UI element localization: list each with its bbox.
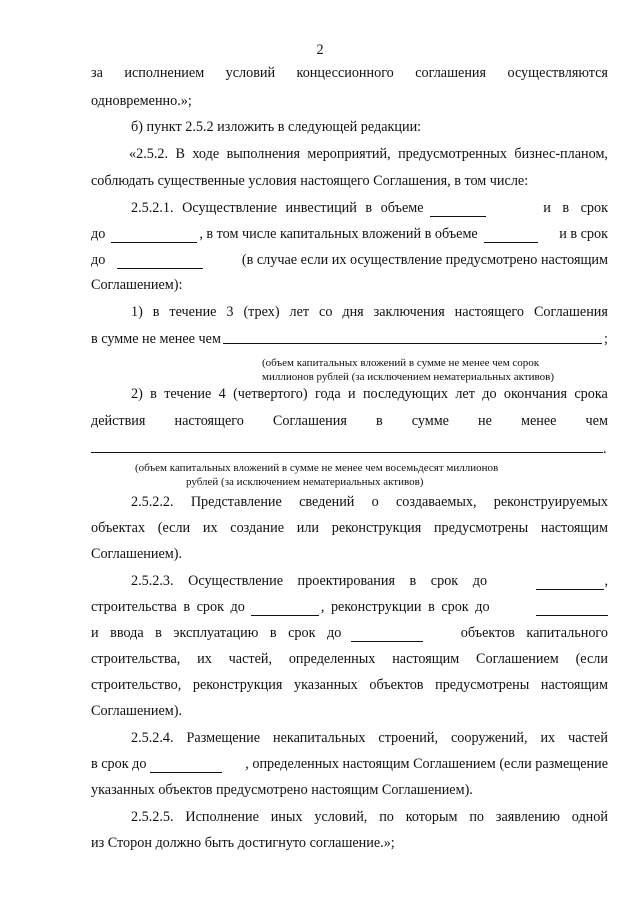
word: ходе (192, 146, 220, 162)
word: Размещение (186, 730, 261, 746)
word: дня (342, 304, 364, 320)
word: осуществляются (507, 65, 608, 81)
word: настоящего (174, 413, 244, 429)
blank-field (117, 256, 203, 269)
word: реконструируемых (493, 494, 608, 510)
word: Соглашения (272, 413, 347, 429)
text-line-25 (91, 755, 608, 773)
word: последующих (362, 386, 448, 402)
text-line-26: указанных объектов предусмотрено настоящим Соглашением). (91, 782, 473, 798)
word: течение (164, 386, 212, 402)
text-line-2: одновременно.»; (91, 93, 192, 109)
word: чем (585, 413, 608, 429)
text-line-17: Соглашением). (91, 546, 182, 562)
word: их (540, 730, 556, 746)
text-segment: (в случае если их осуществление предусмотрено настоящим (241, 252, 608, 268)
blank-field (536, 603, 608, 616)
blank-field (251, 603, 319, 616)
text-segment: объектов капитального (460, 625, 608, 641)
word: и (348, 386, 356, 402)
word: не (478, 413, 492, 429)
word: по (469, 809, 485, 825)
text-line-14: . (603, 441, 607, 457)
text-line-23: Соглашением). (91, 703, 182, 719)
text-line-20 (91, 624, 608, 642)
word: 2.5.2.5. (131, 809, 174, 825)
word: реконструкция (331, 520, 422, 536)
word: лет (455, 386, 475, 402)
word: предусмотрены (435, 677, 530, 693)
text-line-5: соблюдать существенные условия настоящего Соглашения, в том числе: (91, 173, 529, 189)
word: за (91, 65, 103, 81)
text-line-27 (131, 808, 608, 826)
word: строений, (378, 730, 439, 746)
word: 4 (218, 386, 226, 402)
word: В (175, 146, 185, 162)
word: Представление (190, 494, 282, 510)
blank-field (484, 230, 538, 243)
blank-field (111, 230, 197, 243)
word: предусмотренных (398, 146, 507, 162)
text-segment: , в том числе капитальных вложений в объеме (199, 226, 478, 242)
word: со (319, 304, 333, 320)
word: менее (521, 413, 557, 429)
text-line-1 (91, 64, 608, 82)
text-segment: и в срок (559, 226, 608, 242)
text-segment: до (91, 226, 106, 242)
word: сумме (411, 413, 449, 429)
word: определенных (288, 651, 376, 667)
word: или (296, 520, 319, 536)
blank-field (351, 629, 423, 642)
text-line-10 (131, 303, 608, 321)
word: в (375, 413, 383, 429)
word: Соглашением (476, 651, 559, 667)
word: условий (225, 65, 276, 81)
word: лет (289, 304, 310, 320)
word: заявлению (495, 809, 560, 825)
text-line-28: из Сторон должно быть достигнуто соглашение.»; (91, 835, 395, 851)
word: настоящим (392, 651, 460, 667)
word: исполнением (124, 65, 205, 81)
text-segment: , (604, 573, 608, 589)
word: настоящим (540, 677, 608, 693)
word: 1) (131, 304, 143, 320)
word: создаваемых, (396, 494, 477, 510)
text-line-19 (91, 598, 608, 616)
word: заключения (373, 304, 445, 320)
word: 2) (131, 386, 143, 402)
page-number: 2 (316, 42, 324, 58)
word: Соглашения (533, 304, 608, 320)
word: года (314, 386, 341, 402)
blank-field (150, 760, 222, 773)
blank-field (223, 343, 602, 344)
word: создание (230, 520, 285, 536)
text-segment: 2.5.2.1. Осуществление инвестиций в объеме (131, 200, 424, 216)
word: одной (571, 809, 608, 825)
footnote-2-line-2: рублей (за исключением нематериальных активов) (186, 476, 424, 488)
text-line-24 (131, 729, 608, 747)
text-line-15 (131, 493, 608, 511)
text-line-22 (91, 676, 608, 694)
text-segment: , реконструкции в срок до (320, 599, 490, 615)
word: выполнения (226, 146, 300, 162)
word: которым (405, 809, 458, 825)
footnote-2-line-1: (объем капитальных вложений в сумме не менее чем восемьдесят миллионов (135, 462, 499, 474)
text-line-21 (91, 650, 608, 668)
text-segment: строительства в срок до (91, 599, 245, 615)
word: 2.5.2.2. (131, 494, 174, 510)
word: объектах (91, 520, 146, 536)
word: о (371, 494, 379, 510)
word: «2.5.2. (129, 146, 169, 162)
text-line-3: б) пункт 2.5.2 изложить в следующей редакции: (131, 119, 422, 135)
word: настоящим (540, 520, 608, 536)
word: 3 (226, 304, 234, 320)
text-segment: и в срок (543, 200, 608, 216)
word: по (379, 809, 394, 825)
word: объектов (369, 677, 424, 693)
word: частей (568, 730, 608, 746)
text-segment: , определенных настоящим Соглашением (если размещение (245, 756, 608, 772)
word: до (482, 386, 497, 402)
blank-field (430, 204, 486, 217)
word: строительство, (91, 677, 182, 693)
word: действия (91, 413, 146, 429)
word: условий, (314, 809, 368, 825)
word: (если (575, 651, 608, 667)
word: настоящего (454, 304, 524, 320)
text-line-11 (91, 330, 608, 348)
blank-field-rule (91, 452, 603, 453)
blank-field (536, 577, 604, 590)
text-line-4 (129, 145, 608, 163)
word: (четвертого) (233, 386, 308, 402)
text-segment: и ввода в эксплуатацию в срок до (91, 625, 342, 641)
word: Исполнение (185, 809, 259, 825)
word: мероприятий, (307, 146, 391, 162)
text-segment: в срок до (91, 756, 147, 772)
text-segment: в сумме не менее чем (91, 331, 221, 347)
word: их (197, 651, 212, 667)
word: частей, (228, 651, 273, 667)
footnote-1-line-2: миллионов рублей (за исключением нематериальных активов) (262, 371, 554, 383)
text-line-16 (91, 519, 608, 537)
text-segment: ; (604, 331, 608, 347)
text-line-9: Соглашением): (91, 277, 183, 293)
word: сведений (299, 494, 355, 510)
word: иных (270, 809, 303, 825)
word: некапитальных (273, 730, 366, 746)
word: соглашения (415, 65, 487, 81)
word: в (152, 304, 160, 320)
word: концессионного (296, 65, 394, 81)
word: сооружений, (450, 730, 528, 746)
word: в (150, 386, 157, 402)
word: реконструкция (192, 677, 283, 693)
word: (если (157, 520, 191, 536)
text-line-6 (131, 199, 608, 217)
word: 2.5.2.4. (131, 730, 174, 746)
text-line-18 (131, 572, 608, 590)
word: окончания (503, 386, 568, 402)
text-segment: до (91, 252, 106, 268)
text-segment: 2.5.2.3. Осуществление проектирования в срок до (131, 573, 488, 589)
footnote-1-line-1: (объем капитальных вложений в сумме не менее чем сорок (262, 357, 540, 369)
word: их (202, 520, 218, 536)
text-line-12 (131, 385, 608, 403)
text-line-13 (91, 412, 608, 430)
word: указанных (294, 677, 358, 693)
word: (трех) (243, 304, 280, 320)
word: бизнес-планом, (514, 146, 608, 162)
text-line-7 (91, 225, 608, 243)
word: предусмотрены (433, 520, 529, 536)
word: течение (169, 304, 217, 320)
word: строительства, (91, 651, 181, 667)
word: срока (574, 386, 608, 402)
text-line-8 (91, 251, 608, 269)
